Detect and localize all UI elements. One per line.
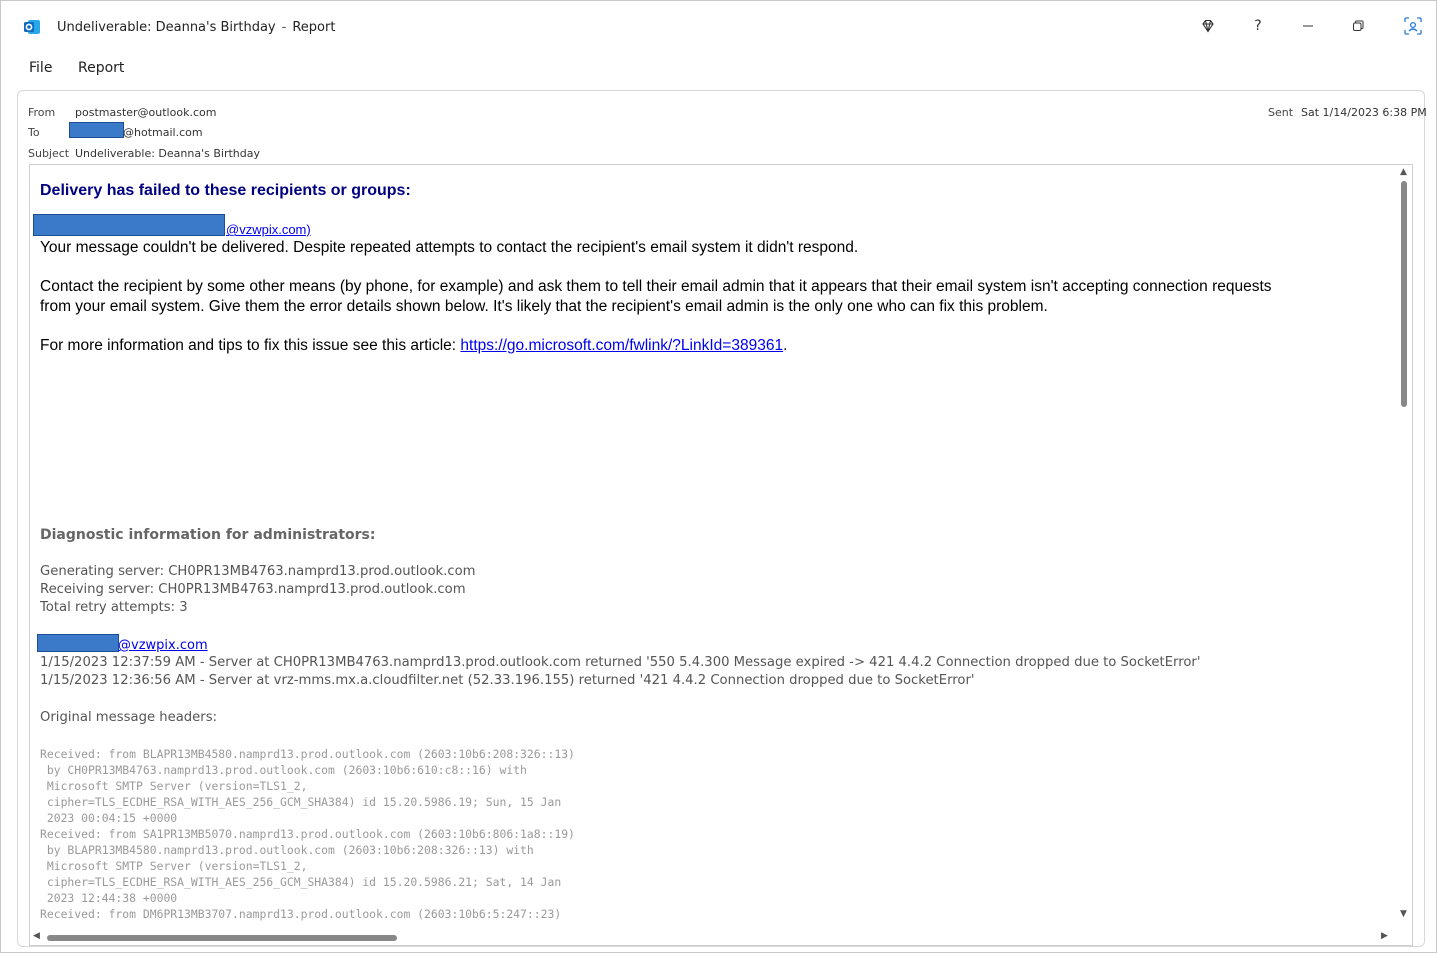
headers-line: Microsoft SMTP Server (version=TLS1_2, xyxy=(40,779,308,793)
headers-line: Received: from SA1PR13MB5070.namprd13.prod.outlook.com (2603:10b6:806:1a8::19) xyxy=(40,827,575,841)
menu-report[interactable]: Report xyxy=(78,60,125,76)
headers-line: cipher=TLS_ECDHE_RSA_WITH_AES_256_GCM_SHA384) id 15.20.5986.19; Sun, 15 Jan xyxy=(40,795,562,809)
from-value[interactable]: postmaster@outlook.com xyxy=(75,106,217,119)
message-body-pane[interactable] xyxy=(29,164,1413,946)
recipient-link-2[interactable]: @vzwpix.com xyxy=(118,638,208,653)
from-label: From xyxy=(28,106,56,119)
headers-line: by BLAPR13MB4580.namprd13.prod.outlook.com (2603:10b6:208:326::13) with xyxy=(40,843,534,857)
menu-bar xyxy=(1,53,1436,83)
subject-label: Subject xyxy=(28,147,70,160)
headers-line: Received: from BLAPR13MB4580.namprd13.prod.outlook.com (2603:10b6:208:326::13) xyxy=(40,747,575,761)
outlook-app-icon xyxy=(23,18,41,36)
focus-capture-icon[interactable] xyxy=(1396,11,1430,41)
paragraph-contact-line2: from your email system. Give them the error details shown below. It's likely that the recipient's email admin is the only one who can fix this problem. xyxy=(40,298,1048,315)
delivery-failed-heading: Delivery has failed to these recipients or groups: xyxy=(40,182,411,199)
scroll-up-arrow-icon[interactable]: ▲ xyxy=(1400,167,1407,177)
sent-value: Sat 1/14/2023 6:38 PM xyxy=(1301,106,1427,119)
to-label: To xyxy=(28,126,40,139)
vertical-scroll-thumb[interactable] xyxy=(1401,181,1407,407)
minimize-button[interactable] xyxy=(1291,11,1325,41)
window-title-type: Report xyxy=(292,20,336,35)
restore-button[interactable] xyxy=(1341,11,1375,41)
window-title-subject: Undeliverable: Deanna's Birthday xyxy=(57,20,276,35)
premium-diamond-icon[interactable] xyxy=(1191,11,1225,41)
redaction-box xyxy=(69,122,124,138)
horizontal-scrollbar[interactable] xyxy=(30,929,1395,945)
scroll-left-arrow-icon[interactable]: ◀ xyxy=(33,931,40,941)
more-info-prefix: For more information and tips to fix this issue see this article: xyxy=(40,337,461,354)
paragraph-not-delivered: Your message couldn't be delivered. Despite repeated attempts to contact the recipient's email system it didn't respond. xyxy=(40,239,859,256)
horizontal-scroll-thumb[interactable] xyxy=(47,935,397,941)
paragraph-more-info xyxy=(40,337,787,355)
message-body-content xyxy=(30,165,1395,927)
more-info-suffix: . xyxy=(783,337,788,354)
headers-line: Received: from DM6PR13MB3707.namprd13.prod.outlook.com (2603:10b6:5:247::23) xyxy=(40,907,562,921)
title-separator: - xyxy=(281,20,287,35)
log-entry-2: 1/15/2023 12:36:56 AM - Server at vrz-mms.mx.a.cloudfilter.net (52.33.196.155) returned '421 4.4.2 Connection dropped due to SocketError' xyxy=(40,673,975,688)
sent-label: Sent xyxy=(1268,106,1294,119)
headers-line: cipher=TLS_ECDHE_RSA_WITH_AES_256_GCM_SHA384) id 15.20.5986.21; Sat, 14 Jan xyxy=(40,875,562,889)
scroll-right-arrow-icon[interactable]: ▶ xyxy=(1381,931,1388,941)
recipient-redaction-2 xyxy=(37,634,119,652)
diagnostic-title: Diagnostic information for administrators: xyxy=(40,527,376,543)
headers-line: 2023 12:44:38 +0000 xyxy=(40,891,178,905)
paragraph-contact-line1: Contact the recipient by some other means (by phone, for example) and ask them to tell their email admin that it appears that their email system isn't accepting connection requests xyxy=(40,278,1272,295)
headers-line: by CH0PR13MB4763.namprd13.prod.outlook.com (2603:10b6:610:c8::16) with xyxy=(40,763,527,777)
scroll-down-arrow-icon[interactable]: ▼ xyxy=(1400,909,1407,919)
recipient-link[interactable]: @vzwpix.com) xyxy=(226,222,311,237)
to-value[interactable]: @hotmail.com xyxy=(123,126,203,139)
receiving-server: Receiving server: CH0PR13MB4763.namprd13.prod.outlook.com xyxy=(40,582,466,597)
log-entry-1: 1/15/2023 12:37:59 AM - Server at CH0PR13MB4763.namprd13.prod.outlook.com returned '550 5.4.300 Message expired -> 421 4.4.2 Connection dropped due to SocketError' xyxy=(40,655,1201,670)
menu-file[interactable]: File xyxy=(29,60,53,76)
subject-value: Undeliverable: Deanna's Birthday xyxy=(75,147,260,160)
window-title xyxy=(57,20,335,35)
headers-line: Microsoft SMTP Server (version=TLS1_2, xyxy=(40,859,308,873)
headers-line: 2023 00:04:15 +0000 xyxy=(40,811,178,825)
original-headers-title: Original message headers: xyxy=(40,710,218,725)
microsoft-fwlink[interactable]: https://go.microsoft.com/fwlink/?LinkId=389361 xyxy=(460,337,784,354)
title-bar xyxy=(1,1,1436,51)
vertical-scrollbar[interactable] xyxy=(1396,165,1412,927)
recipient-redaction xyxy=(33,214,225,236)
retry-attempts: Total retry attempts: 3 xyxy=(40,600,188,615)
help-button[interactable]: ? xyxy=(1254,18,1262,34)
generating-server: Generating server: CH0PR13MB4763.namprd13.prod.outlook.com xyxy=(40,564,476,579)
